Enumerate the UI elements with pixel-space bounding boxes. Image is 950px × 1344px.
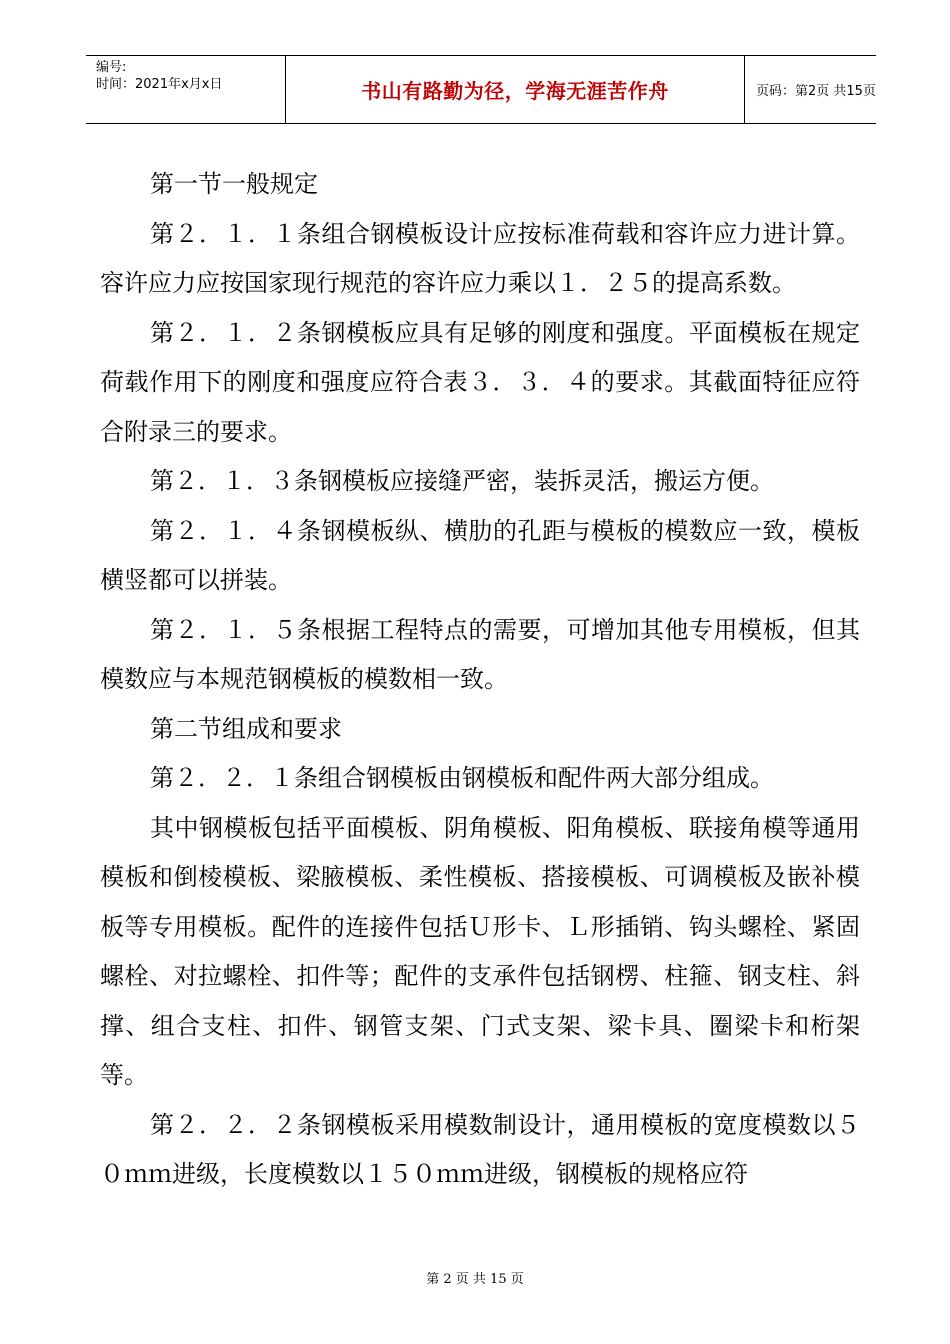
paragraph: 第２．１．１条组合钢模板设计应按标准荷载和容许应力进计算。容许应力应按国家现行规范的容许应力乘以１．２５的提高系数。 [100,219,860,297]
header-motto: 书山有路勤为径，学海无涯苦作舟 [361,79,669,103]
paragraph: 第２．１．４条钢模板纵、横肋的孔距与模板的模数应一致，模板横竖都可以拼装。 [100,516,860,594]
header-motto-cell [286,56,745,123]
paragraph: 第２．２．２条钢模板采用模数制设计，通用模板的宽度模数以５０ｍｍ进级，长度模数以１５０ｍｍ进级，钢模板的规格应符 [100,1110,860,1188]
header-meta [86,56,286,123]
document-body [100,160,860,1200]
paragraph: 第２．１．３条钢模板应接缝严密，装拆灵活，搬运方便。 [150,467,774,495]
document-number-label: 编号: [96,60,127,75]
paragraph: 第２．２．１条组合钢模板由钢模板和配件两大部分组成。 [150,764,774,792]
paragraph: 第２．１．２条钢模板应具有足够的刚度和强度。平面模板在规定荷载作用下的刚度和强度应符合表３．３．４的要求。其截面特征应符合附录三的要求。 [100,318,860,446]
header-page-cell [744,56,876,123]
page-footer: 第 2 页 共 15 页 [426,1272,524,1287]
page-header [86,55,876,124]
paragraph: 其中钢模板包括平面模板、阴角模板、阳角模板、联接角模等通用模板和倒棱模板、梁腋模板、柔性模板、搭接模板、可调模板及嵌补模板等专用模板。配件的连接件包括Ｕ形卡、Ｌ形插销、钩头螺栓、紧固螺栓、对拉螺栓、扣件等；配件的支承件包括钢楞、柱箍、钢支柱、斜撑、组合支柱、扣件、钢管支架、门式支架、梁卡具、圈梁卡和桁架等。 [100,813,860,1089]
header-page-number: 页码：第2页 共15页 [756,84,876,99]
paragraph: 第２．１．５条根据工程特点的需要，可增加其他专用模板，但其模数应与本规范钢模板的模数相一致。 [100,615,860,693]
section-heading: 第二节组成和要求 [150,714,342,743]
document-time-label: 时间：2021年x月x日 [96,77,223,92]
section-heading: 第一节一般规定 [150,170,318,198]
